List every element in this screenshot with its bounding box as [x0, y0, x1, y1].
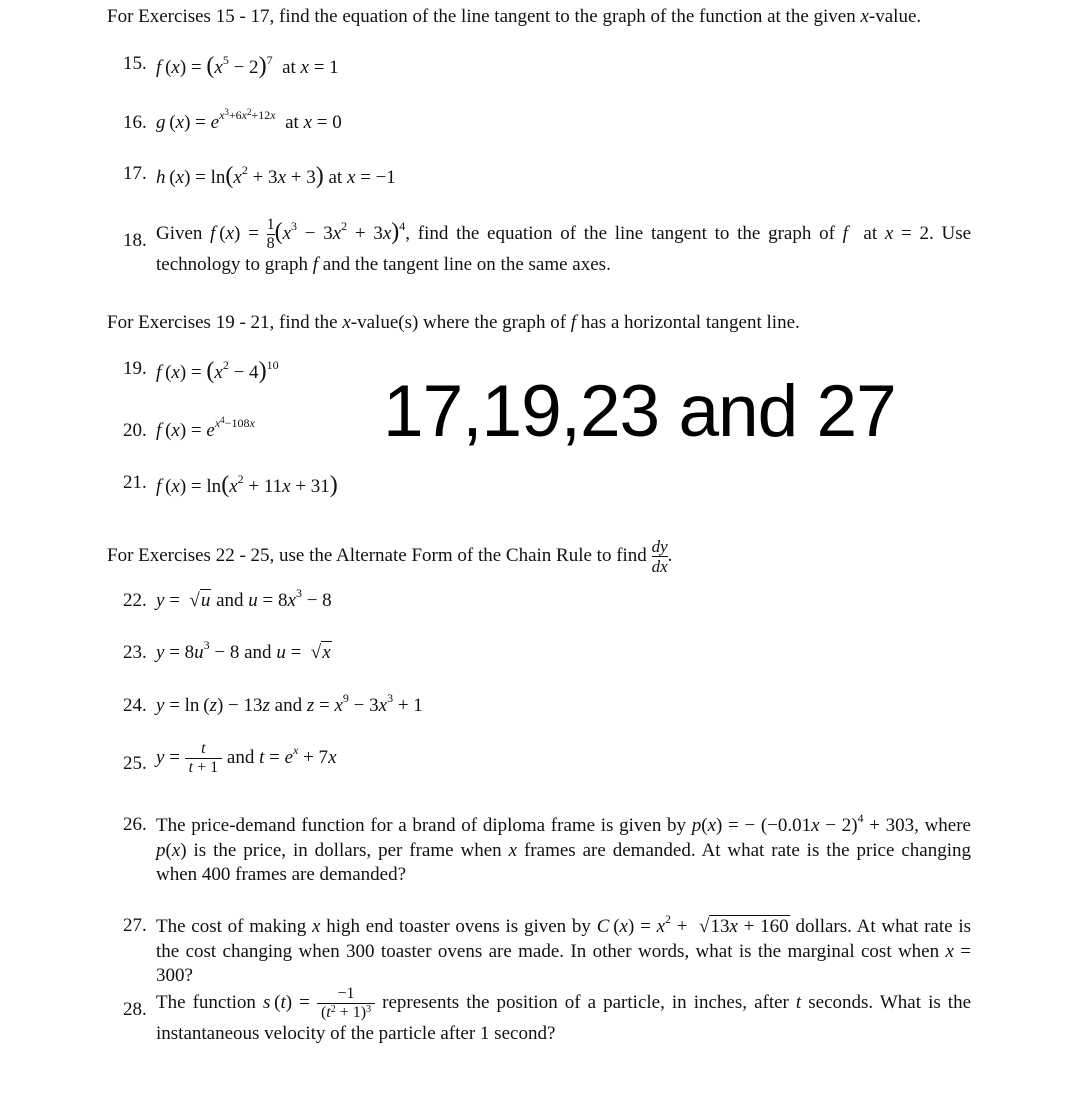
problem-number: 25.: [123, 753, 147, 774]
problem-number: 27.: [123, 915, 147, 936]
problem-number: 22.: [123, 590, 147, 611]
problem-15-expression: f $(x) = (x^5 - 2)^7$ at x = 1: [156, 53, 339, 79]
problem-25-expression: y = $\frac{t}{t + 1}$ and $t = e^x + 7x$: [156, 740, 337, 776]
problem-number: 16.: [123, 112, 147, 133]
problem-21-expression: f $(x) = \ln(x^2 + 11x + 31)$: [156, 472, 338, 498]
assigned-problems-overlay: 17,19,23 and 27: [383, 371, 896, 452]
problem-number: 23.: [123, 642, 147, 663]
problem-number: 19.: [123, 358, 147, 379]
problem-27-text: The cost of making x high end toaster ovens is given by C $(x) = x^2 + √13x + 160$ dollars. At what rate is the cost changing when 300 toaster ovens are made. In other words, what is the marginal cost when x = 300?: [156, 912, 972, 986]
problem-16-expression: g $(x) = e^{x^3+6x^2+12x}$ at x = 0: [156, 107, 342, 133]
section-heading-22-25: For Exercises 22 - 25, use the Alternate Form of the Chain Rule to find $\frac{dy}{dx}$ .: [107, 537, 673, 576]
problem-24-expression: y = ln (z) − 13z and $z = x^9 - 3x^3 + 1$: [156, 691, 423, 716]
problem-number: 28.: [123, 999, 147, 1020]
section-heading-19-21: For Exercises 19 - 21, find the x-value(s) where the graph of f has a horizontal tangent line.: [107, 312, 800, 333]
problem-17-expression: h $(x) = \ln(x^2 + 3x + 3)$ at x = −1: [156, 163, 396, 189]
problem-20-expression: f $(x) = e^{x^4-108x}$: [156, 415, 255, 441]
problem-28-text: The function s (t) = $\frac{-1}{(t^2 + 1)^3}$ represents the position of a particle, in inches, after t seconds. What is the instantaneous velocity of the particle after 1 second?: [156, 985, 972, 1044]
problem-19-expression: f $(x) = (x^2 - 4)^{10}$: [156, 358, 279, 384]
problem-22-expression: y = √u and $u = 8x^3 - 8$: [156, 586, 332, 611]
problem-23-expression: $y = 8u^3 - 8$ and u = √x: [156, 638, 331, 663]
problem-26-text: The price-demand function for a brand of diploma frame is given by p(x) = − $(-0.01x - 2)^4 + 303$, where p(x) is the price, in dollars, per frame when x frames are demanded. At what rate is the price changing when 400 frames are demanded?: [156, 811, 972, 885]
problem-number: 18.: [123, 230, 147, 251]
problem-18-text: Given f (x) = $\frac{1}{8}$ $(x^3 - 3x^2 + 3x)^4$, find the equation of the line tangent to the graph of f at x = 2. Use technology to graph f and the tangent line on the same axes.: [156, 216, 972, 275]
problem-number: 26.: [123, 814, 147, 835]
problem-number: 20.: [123, 420, 147, 441]
problem-number: 15.: [123, 53, 147, 74]
section-heading-15-17: For Exercises 15 - 17, find the equation of the line tangent to the graph of the function at the given x-value.: [107, 6, 922, 27]
problem-number: 21.: [123, 472, 147, 493]
problem-number: 24.: [123, 695, 147, 716]
problem-number: 17.: [123, 163, 147, 184]
